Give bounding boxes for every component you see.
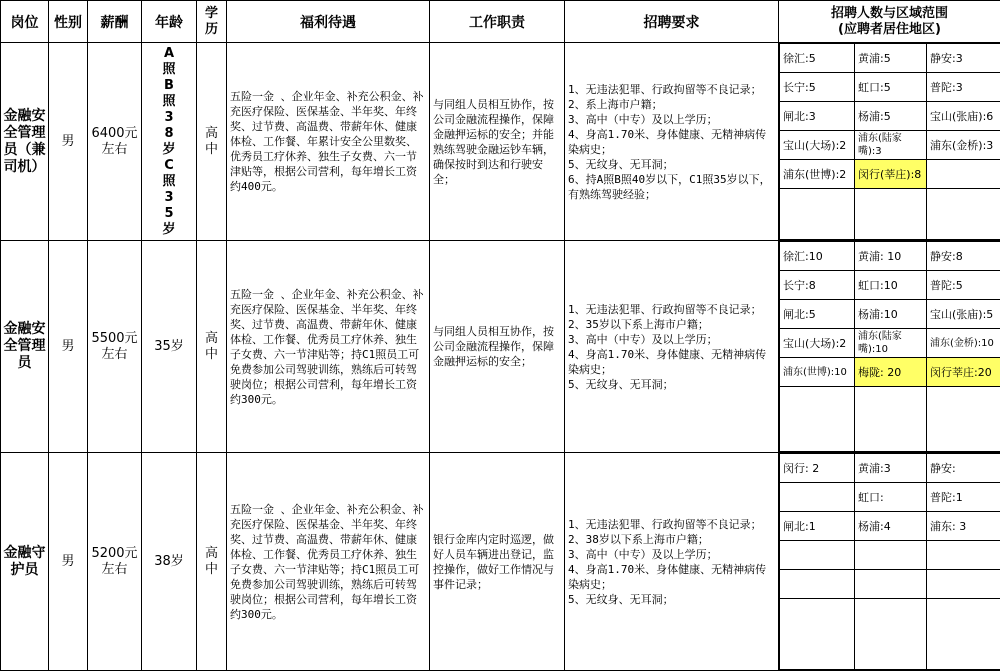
requirement-item: 3、高中（中专）及以上学历； [568,112,775,127]
quota-district [927,387,1000,452]
education-cell: 高中 [197,43,227,241]
requirements-cell [565,43,779,241]
requirement-item: 5、无纹身、无耳洞； [568,592,775,607]
position-cell: 金融守护员 [1,453,49,671]
requirements-cell [565,241,779,453]
quota-district: 长宁:8 [780,271,855,300]
age-cell: 38岁 [142,453,197,671]
quota-district: 杨浦:5 [855,102,927,131]
quota-district [927,189,1000,240]
quota-grid [779,43,1000,240]
quota-district: 虹口: [855,483,927,512]
age-cell: 35岁 [142,241,197,453]
requirement-item: 2、35岁以下系上海市户籍； [568,317,775,332]
quota-district: 宝山(张庙):6 [927,102,1000,131]
gender-cell: 男 [49,453,88,671]
quota-district [855,387,927,452]
position-cell: 金融安全管理员（兼司机） [1,43,49,241]
quota-district: 黄浦:3 [855,454,927,483]
quota-district [780,189,855,240]
quota-district: 浦东(世博):2 [780,160,855,189]
quota-district: 宝山(大场):2 [780,131,855,160]
education-cell: 高中 [197,241,227,453]
quota-district [927,541,1000,570]
duties-cell: 与同组人员相互协作，按公司金融流程操作，保障金融押运标的安全；并能熟练驾驶金融运钞车辆，确保按时到达和行驶安全； [430,43,565,241]
quota-district: 闵行(莘庄):8 [855,160,927,189]
quota-district [780,541,855,570]
quota-district: 虹口:5 [855,73,927,102]
requirement-item: 4、身高1.70米、身体健康、无精神病传染病史； [568,127,775,157]
requirement-item: 1、无违法犯罪、行政拘留等不良记录； [568,517,775,532]
header-gender: 性别 [49,1,88,43]
salary-cell: 5500元左右 [88,241,142,453]
quota-district: 静安: [927,454,1000,483]
requirement-item: 1、无违法犯罪、行政拘留等不良记录； [568,302,775,317]
quota-district: 闸北:3 [780,102,855,131]
quota-district [927,160,1000,189]
quota-district: 宝山(大场):2 [780,329,855,358]
header-age: 年龄 [142,1,197,43]
quota-district [927,599,1000,670]
header-benefits: 福利待遇 [227,1,430,43]
quota-district: 闵行莘庄:20 [927,358,1000,387]
quota-district: 闵行: 2 [780,454,855,483]
quota-district: 普陀:5 [927,271,1000,300]
quota-grid [779,453,1000,670]
quota-district: 长宁:5 [780,73,855,102]
duties-cell: 与同组人员相互协作，按公司金融流程操作，保障金融押运标的安全； [430,241,565,453]
quota-district: 闸北:5 [780,300,855,329]
quota-district: 浦东: 3 [927,512,1000,541]
requirement-item: 5、无纹身、无耳洞； [568,157,775,172]
quota-district: 浦东(陆家嘴):10 [855,329,927,358]
requirement-item: 3、高中（中专）及以上学历； [568,547,775,562]
requirement-item: 4、身高1.70米、身体健康、无精神病传染病史； [568,347,775,377]
header-duties: 工作职责 [430,1,565,43]
requirement-item: 2、38岁以下系上海市户籍； [568,532,775,547]
salary-cell: 5200元左右 [88,453,142,671]
quota-cell [779,43,1000,241]
quota-cell [779,241,1000,453]
requirement-item: 4、身高1.70米、身体健康、无精神病传染病史； [568,562,775,592]
gender-cell: 男 [49,43,88,241]
quota-district: 静安:8 [927,242,1000,271]
duties-cell: 银行金库内定时巡逻，做好人员车辆进出登记，监控操作，做好工作情况与事件记录； [430,453,565,671]
header-requirements: 招聘要求 [565,1,779,43]
quota-district: 杨浦:10 [855,300,927,329]
requirement-item: 5、无纹身、无耳洞； [568,377,775,392]
quota-district: 浦东(陆家嘴):3 [855,131,927,160]
quota-district: 虹口:10 [855,271,927,300]
quota-district: 静安:3 [927,44,1000,73]
quota-district [855,570,927,599]
quota-district [927,570,1000,599]
header-education: 学历 [197,1,227,43]
quota-grid [779,241,1000,452]
quota-district: 闸北:1 [780,512,855,541]
quota-district: 黄浦:5 [855,44,927,73]
quota-district: 宝山(张庙):5 [927,300,1000,329]
benefits-cell: 五险一金 、企业年金、补充公积金、补充医疗保险、医保基金、半年奖、年终奖、过节费、高温费、带薪年休、健康体检、工作餐、年累计安全公里数奖、优秀员工疗休养、独生子女费、六一节津贴等，根据公司营利，每年增长工资约400元。 [227,43,430,241]
quota-district: 徐汇:10 [780,242,855,271]
quota-district [780,483,855,512]
quota-district: 浦东(世博):10 [780,358,855,387]
requirement-item: 6、持A照B照40岁以下，C1照35岁以下，有熟练驾驶经验； [568,172,775,202]
quota-district [780,599,855,670]
benefits-cell: 五险一金 、企业年金、补充公积金、补充医疗保险、医保基金、半年奖、年终奖、过节费、高温费、带薪年休、健康体检、工作餐、优秀员工疗休养、独生子女费、六一节津贴等；持C1照员工可免费参加公司驾驶训练，熟练后可转驾驶岗位；根据公司营利，每年增长工资约300元。 [227,453,430,671]
header-position: 岗位 [1,1,49,43]
header-quota [779,1,1000,43]
quota-cell [779,453,1000,671]
quota-district: 浦东(金桥):3 [927,131,1000,160]
quota-district [780,570,855,599]
salary-cell: 6400元左右 [88,43,142,241]
header-quota-title: 招聘人数与区域范围 [779,6,1000,22]
requirement-item: 1、无违法犯罪、行政拘留等不良记录； [568,82,775,97]
table-row [1,453,1000,671]
age-cell: A照B照38岁C照35岁 [142,43,197,241]
quota-district [855,189,927,240]
header-salary: 薪酬 [88,1,142,43]
quota-district: 普陀:3 [927,73,1000,102]
quota-district: 梅陇: 20 [855,358,927,387]
requirement-item: 3、高中（中专）及以上学历； [568,332,775,347]
quota-district [855,599,927,670]
header-row [1,1,1000,43]
table-row [1,241,1000,453]
quota-district: 杨浦:4 [855,512,927,541]
quota-district: 徐汇:5 [780,44,855,73]
quota-district [780,387,855,452]
quota-district: 浦东(金桥):10 [927,329,1000,358]
quota-district [855,541,927,570]
quota-district: 普陀:1 [927,483,1000,512]
education-cell: 高中 [197,453,227,671]
header-quota-subtitle: (应聘者居住地区) [779,22,1000,38]
position-cell: 金融安全管理员 [1,241,49,453]
benefits-cell: 五险一金 、企业年金、补充公积金、补充医疗保险、医保基金、半年奖、年终奖、过节费、高温费、带薪年休、健康体检、工作餐、优秀员工疗休养、独生子女费、六一节津贴等；持C1照员工可免费参加公司驾驶训练，熟练后可转驾驶岗位；根据公司营利，每年增长工资约300元。 [227,241,430,453]
table-row [1,43,1000,241]
quota-district: 黄浦: 10 [855,242,927,271]
requirements-cell [565,453,779,671]
gender-cell: 男 [49,241,88,453]
requirement-item: 2、系上海市户籍； [568,97,775,112]
